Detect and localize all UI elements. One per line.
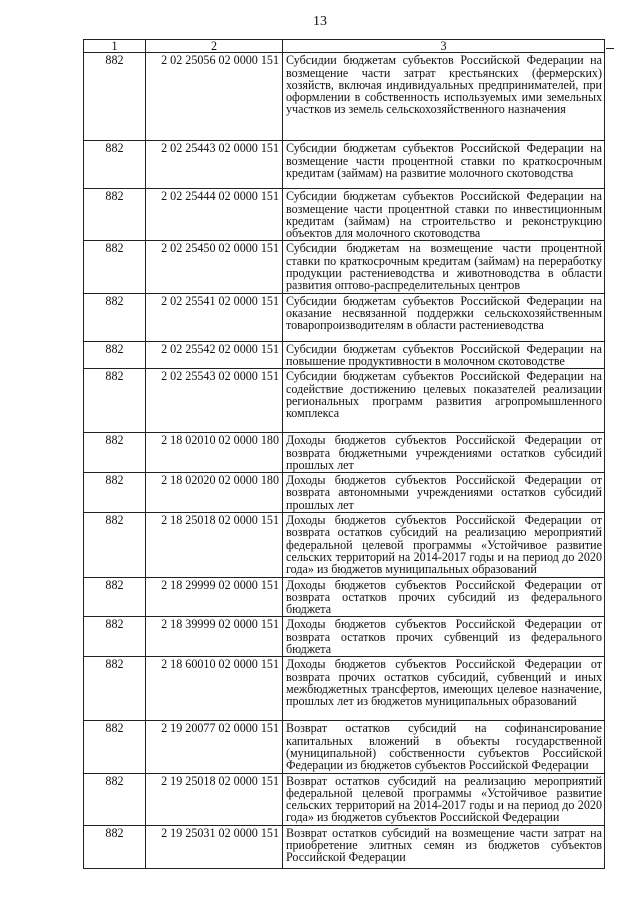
table-row bbox=[84, 721, 605, 773]
admin-code-cell: 882 bbox=[84, 53, 146, 141]
budget-code-cell: 2 19 20077 02 0000 151 bbox=[146, 721, 283, 773]
budget-code-cell: 2 02 25543 02 0000 151 bbox=[146, 369, 283, 433]
table-row bbox=[84, 141, 605, 189]
admin-code-cell: 882 bbox=[84, 773, 146, 825]
description-cell: Субсидии бюджетам на возмещение части процентной ставки по краткосрочным кредитам (займам) на переработку продукции растениеводства и животноводства в области развития оптово-распределительных центров bbox=[283, 241, 605, 293]
budget-code-cell: 2 02 25450 02 0000 151 bbox=[146, 241, 283, 293]
table-row bbox=[84, 473, 605, 513]
admin-code-cell: 882 bbox=[84, 721, 146, 773]
description-cell: Возврат остатков субсидий на возмещение части затрат на приобретение элитных семян из бюджетов субъектов Российской Федерации bbox=[283, 825, 605, 868]
table-row bbox=[84, 773, 605, 825]
table-row bbox=[84, 341, 605, 369]
admin-code-cell: 882 bbox=[84, 241, 146, 293]
table-row bbox=[84, 617, 605, 657]
admin-code-cell: 882 bbox=[84, 577, 146, 617]
table-row bbox=[84, 577, 605, 617]
header-col-1: 1 bbox=[84, 40, 146, 53]
budget-code-cell: 2 18 25018 02 0000 151 bbox=[146, 513, 283, 577]
admin-code-cell: 882 bbox=[84, 825, 146, 868]
admin-code-cell: 882 bbox=[84, 293, 146, 341]
description-cell: Субсидии бюджетам субъектов Российской Федерации на возмещение части процентной ставки по краткосрочным кредитам (займам) на развитие молочного скотоводства bbox=[283, 141, 605, 189]
description-cell: Доходы бюджетов субъектов Российской Федерации от возврата прочих остатков субсидий, субвенций и иных межбюджетных трансфертов, имеющих целевое назначение, прошлых лет из бюджетов муниципальных образований bbox=[283, 657, 605, 721]
header-col-2: 2 bbox=[146, 40, 283, 53]
table-row bbox=[84, 241, 605, 293]
description-cell: Субсидии бюджетам субъектов Российской Федерации на возмещение части затрат крестьянских (фермерских) хозяйств, включая индивидуальных предпринимателей, при оформлении в собственность используемых ими земельных участков из земель сельскохозяйственного назначения bbox=[283, 53, 605, 141]
admin-code-cell: 882 bbox=[84, 657, 146, 721]
admin-code-cell: 882 bbox=[84, 433, 146, 473]
description-cell: Доходы бюджетов субъектов Российской Федерации от возврата остатков субсидий на реализацию мероприятий федеральной целевой программы «Устойчивое развитие сельских территорий на 2014-2017 годы и на период до 2020 года» из бюджетов муниципальных образований bbox=[283, 513, 605, 577]
description-cell: Субсидии бюджетам субъектов Российской Федерации на содействие достижению целевых показателей реализации региональных программ развития агропромышленного комплекса bbox=[283, 369, 605, 433]
description-cell: Доходы бюджетов субъектов Российской Федерации от возврата остатков прочих субсидий из федерального бюджета bbox=[283, 577, 605, 617]
budget-code-cell: 2 18 60010 02 0000 151 bbox=[146, 657, 283, 721]
budget-code-cell: 2 02 25541 02 0000 151 bbox=[146, 293, 283, 341]
budget-code-cell: 2 02 25056 02 0000 151 bbox=[146, 53, 283, 141]
budget-code-cell: 2 18 02010 02 0000 180 bbox=[146, 433, 283, 473]
table-row bbox=[84, 293, 605, 341]
margin-dash bbox=[606, 48, 614, 49]
budget-code-cell: 2 19 25018 02 0000 151 bbox=[146, 773, 283, 825]
admin-code-cell: 882 bbox=[84, 473, 146, 513]
table-row bbox=[84, 369, 605, 433]
admin-code-cell: 882 bbox=[84, 369, 146, 433]
table-body bbox=[84, 53, 605, 868]
table-row bbox=[84, 513, 605, 577]
table-row bbox=[84, 825, 605, 868]
table-row bbox=[84, 53, 605, 141]
admin-code-cell: 882 bbox=[84, 141, 146, 189]
description-cell: Доходы бюджетов субъектов Российской Федерации от возврата автономными учреждениями остатков субсидий прошлых лет bbox=[283, 473, 605, 513]
description-cell: Субсидии бюджетам субъектов Российской Федерации на возмещение части процентной ставки по инвестиционным кредитам (займам) на строительство и реконструкцию объектов для молочного скотоводства bbox=[283, 189, 605, 241]
table-header-row bbox=[84, 40, 605, 53]
budget-code-cell: 2 18 29999 02 0000 151 bbox=[146, 577, 283, 617]
page-number: 13 bbox=[313, 14, 327, 29]
budget-code-cell: 2 19 25031 02 0000 151 bbox=[146, 825, 283, 868]
table-row bbox=[84, 433, 605, 473]
budget-code-cell: 2 02 25443 02 0000 151 bbox=[146, 141, 283, 189]
budget-classification-table bbox=[83, 39, 605, 869]
description-cell: Субсидии бюджетам субъектов Российской Федерации на повышение продуктивности в молочном скотоводстве bbox=[283, 341, 605, 369]
description-cell: Возврат остатков субсидий на софинансирование капитальных вложений в объекты государственной (муниципальной) собственности субъектов Российской Федерации из бюджетов субъектов Российской Федерации bbox=[283, 721, 605, 773]
budget-code-cell: 2 18 39999 02 0000 151 bbox=[146, 617, 283, 657]
admin-code-cell: 882 bbox=[84, 513, 146, 577]
header-col-3: 3 bbox=[283, 40, 605, 53]
description-cell: Доходы бюджетов субъектов Российской Федерации от возврата остатков прочих субвенций из федерального бюджета bbox=[283, 617, 605, 657]
admin-code-cell: 882 bbox=[84, 189, 146, 241]
budget-code-cell: 2 18 02020 02 0000 180 bbox=[146, 473, 283, 513]
admin-code-cell: 882 bbox=[84, 341, 146, 369]
description-cell: Субсидии бюджетам субъектов Российской Федерации на оказание несвязанной поддержки сельскохозяйственным товаропроизводителям в области растениеводства bbox=[283, 293, 605, 341]
description-cell: Возврат остатков субсидий на реализацию мероприятий федеральной целевой программы «Устойчивое развитие сельских территорий на 2014-2017 годы и на период до 2020 года» из бюджетов субъектов Российской Федерации bbox=[283, 773, 605, 825]
description-cell: Доходы бюджетов субъектов Российской Федерации от возврата бюджетными учреждениями остатков субсидий прошлых лет bbox=[283, 433, 605, 473]
table-row bbox=[84, 189, 605, 241]
budget-code-cell: 2 02 25444 02 0000 151 bbox=[146, 189, 283, 241]
admin-code-cell: 882 bbox=[84, 617, 146, 657]
budget-code-cell: 2 02 25542 02 0000 151 bbox=[146, 341, 283, 369]
table-row bbox=[84, 657, 605, 721]
